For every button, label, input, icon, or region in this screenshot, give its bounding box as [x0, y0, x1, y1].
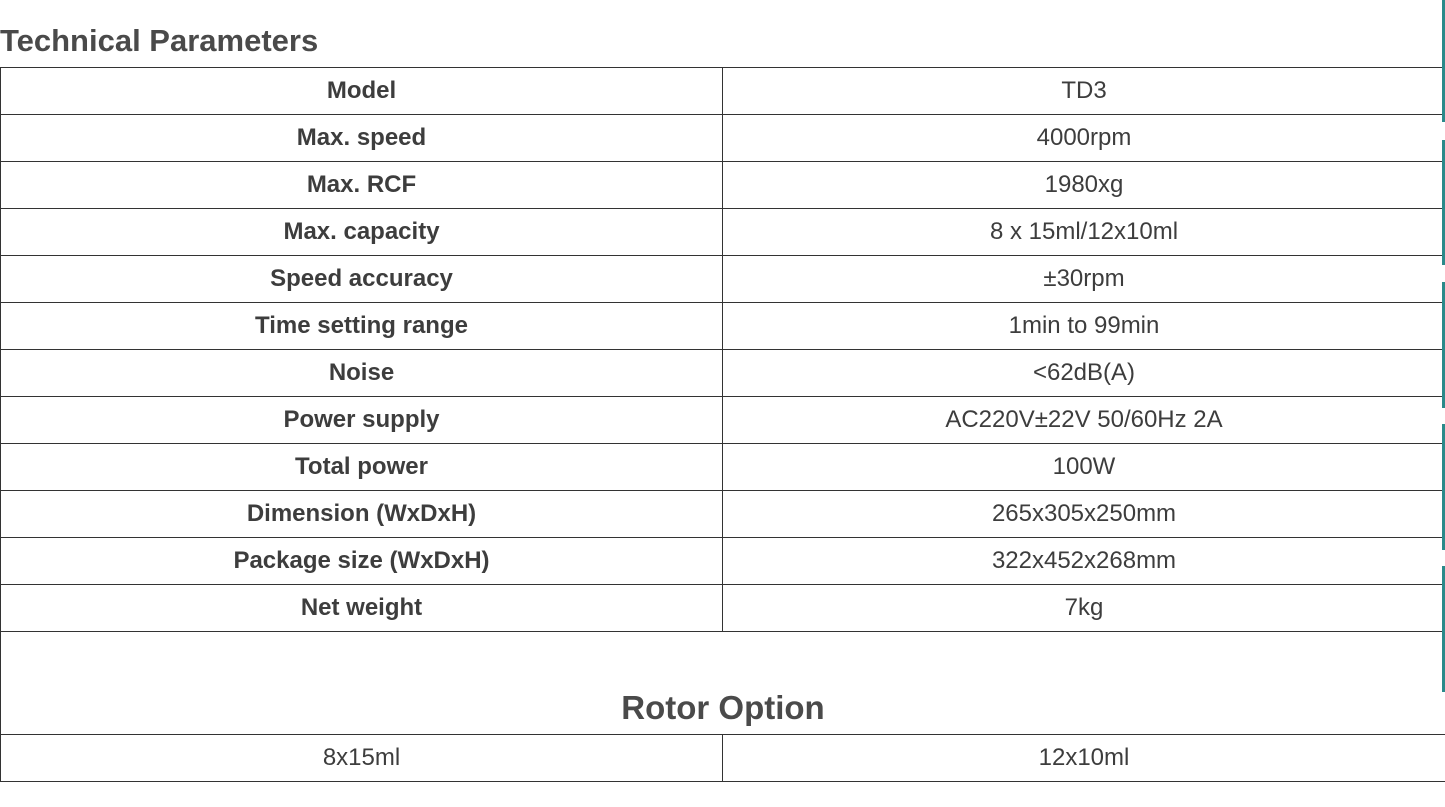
rotor-option-heading: Rotor Option	[1, 632, 1445, 735]
spec-value: 1980xg	[723, 162, 1445, 209]
spec-value: <62dB(A)	[723, 350, 1445, 397]
spec-value: 1min to 99min	[723, 303, 1445, 350]
rotor-heading-row	[1, 632, 1445, 735]
spec-label: Noise	[1, 350, 723, 397]
spec-label: Speed accuracy	[1, 256, 723, 303]
table-row	[1, 538, 1445, 585]
table-row	[1, 397, 1445, 444]
table-row	[1, 209, 1445, 256]
spec-label: Dimension (WxDxH)	[1, 491, 723, 538]
spec-label: Max. RCF	[1, 162, 723, 209]
spec-label: Total power	[1, 444, 723, 491]
spec-label: Power supply	[1, 397, 723, 444]
spec-value: 8 x 15ml/12x10ml	[723, 209, 1445, 256]
spec-value: TD3	[723, 68, 1445, 115]
rotor-options-row	[1, 735, 1445, 782]
table-row	[1, 444, 1445, 491]
spec-value: 4000rpm	[723, 115, 1445, 162]
table-row	[1, 256, 1445, 303]
spec-label: Model	[1, 68, 723, 115]
spec-label: Max. speed	[1, 115, 723, 162]
table-row	[1, 350, 1445, 397]
table-row	[1, 585, 1445, 632]
rotor-option-8x15ml: 8x15ml	[1, 735, 723, 782]
table-row	[1, 68, 1445, 115]
table-row	[1, 115, 1445, 162]
spec-label: Package size (WxDxH)	[1, 538, 723, 585]
technical-parameters-table	[0, 67, 1445, 782]
spec-label: Net weight	[1, 585, 723, 632]
spec-value: 100W	[723, 444, 1445, 491]
table-row	[1, 491, 1445, 538]
page-title: Technical Parameters	[0, 23, 319, 58]
table-row	[1, 303, 1445, 350]
spec-value: AC220V±22V 50/60Hz 2A	[723, 397, 1445, 444]
spec-label: Time setting range	[1, 303, 723, 350]
spec-value: ±30rpm	[723, 256, 1445, 303]
spec-value: 7kg	[723, 585, 1445, 632]
spec-value: 322x452x268mm	[723, 538, 1445, 585]
table-row	[1, 162, 1445, 209]
rotor-option-12x10ml: 12x10ml	[723, 735, 1445, 782]
spec-value: 265x305x250mm	[723, 491, 1445, 538]
spec-label: Max. capacity	[1, 209, 723, 256]
right-edge-accent	[1441, 0, 1445, 807]
